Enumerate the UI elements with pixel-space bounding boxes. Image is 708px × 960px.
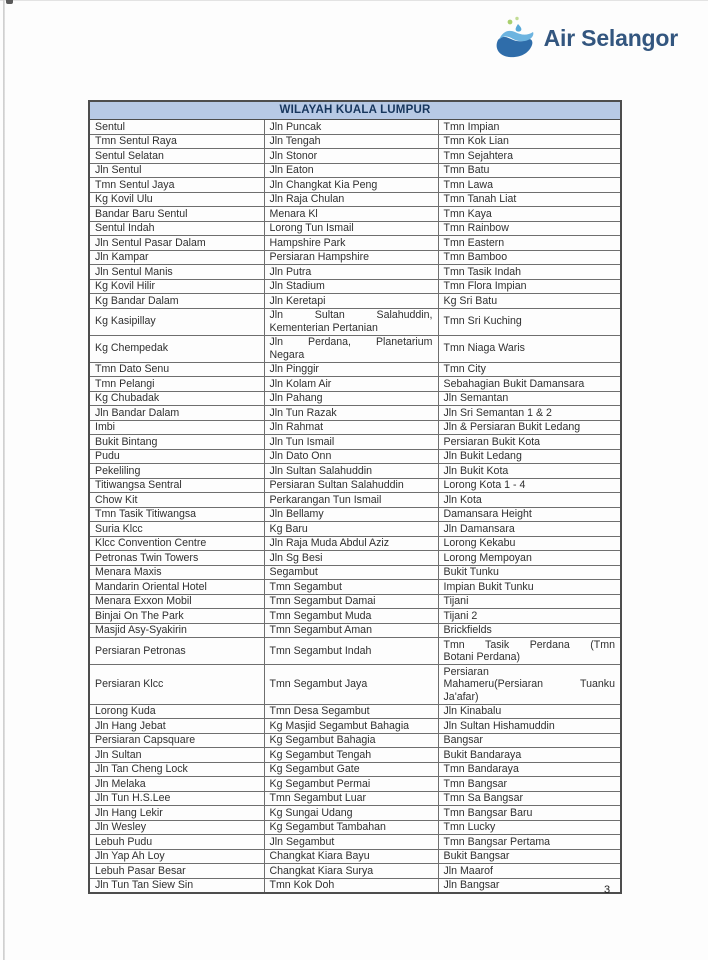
table-row bbox=[89, 777, 621, 792]
table-cell: Suria Klcc bbox=[89, 522, 264, 537]
table-row bbox=[89, 609, 621, 624]
brand-logo bbox=[493, 15, 678, 61]
table-cell: Persiaran Capsquare bbox=[89, 733, 264, 748]
table-cell: Jln Putra bbox=[264, 265, 438, 280]
table-cell: Bandar Baru Sentul bbox=[89, 207, 264, 222]
table-cell: Jln Segambut bbox=[264, 835, 438, 850]
table-cell: Kg Sungai Udang bbox=[264, 806, 438, 821]
table-cell: Petronas Twin Towers bbox=[89, 551, 264, 566]
table-cell: Bangsar bbox=[438, 733, 621, 748]
table-row bbox=[89, 236, 621, 251]
table-cell: Tijani 2 bbox=[438, 609, 621, 624]
table-row bbox=[89, 878, 621, 893]
table-row bbox=[89, 507, 621, 522]
table-cell: Jln Damansara bbox=[438, 522, 621, 537]
table-cell: Tmn Lucky bbox=[438, 820, 621, 835]
water-splash-icon bbox=[493, 15, 539, 61]
table-cell: Jln Bukit Kota bbox=[438, 464, 621, 479]
table-cell: Klcc Convention Centre bbox=[89, 536, 264, 551]
table-row bbox=[89, 377, 621, 392]
table-cell: Tmn Bandaraya bbox=[438, 762, 621, 777]
table-cell: Jln Maarof bbox=[438, 864, 621, 879]
table-cell: Sentul bbox=[89, 120, 264, 135]
table-cell: Kg Baru bbox=[264, 522, 438, 537]
table-cell: Jln Sg Besi bbox=[264, 551, 438, 566]
table-cell: Jln Tun Ismail bbox=[264, 435, 438, 450]
table-cell: Jln Stadium bbox=[264, 279, 438, 294]
table-cell: Jln Dato Onn bbox=[264, 449, 438, 464]
table-cell: Jln Raja Muda Abdul Aziz bbox=[264, 536, 438, 551]
table-row bbox=[89, 178, 621, 193]
table-cell: Persiaran Petronas bbox=[89, 638, 264, 665]
table-cell: Jln Hang Jebat bbox=[89, 719, 264, 734]
table-cell: Tmn Sa Bangsar bbox=[438, 791, 621, 806]
table-row bbox=[89, 478, 621, 493]
table-cell: Pekeliling bbox=[89, 464, 264, 479]
table-row bbox=[89, 704, 621, 719]
table-cell: Lorong Kuda bbox=[89, 704, 264, 719]
table-cell: Tmn Segambut Aman bbox=[264, 623, 438, 638]
table-cell: Perkarangan Tun Ismail bbox=[264, 493, 438, 508]
table-cell: Jln Sentul bbox=[89, 163, 264, 178]
table-row bbox=[89, 522, 621, 537]
table-cell: Tmn Sentul Jaya bbox=[89, 178, 264, 193]
table-cell: Lorong Mempoyan bbox=[438, 551, 621, 566]
table-cell: Changkat Kiara Bayu bbox=[264, 849, 438, 864]
table-cell: Tmn Niaga Waris bbox=[438, 335, 621, 362]
table-row bbox=[89, 835, 621, 850]
table-row bbox=[89, 623, 621, 638]
table-cell: Kg Bandar Dalam bbox=[89, 294, 264, 309]
table-cell: Jln Raja Chulan bbox=[264, 192, 438, 207]
table-cell: Jln Stonor bbox=[264, 149, 438, 164]
table-row bbox=[89, 638, 621, 665]
table-row bbox=[89, 207, 621, 222]
table-cell: Jln Eaton bbox=[264, 163, 438, 178]
table-cell: Tmn Tasik Perdana (Tmn Botani Perdana) bbox=[438, 638, 621, 665]
table-cell: Tmn Segambut Indah bbox=[264, 638, 438, 665]
table-row bbox=[89, 250, 621, 265]
table-cell: Tmn City bbox=[438, 362, 621, 377]
table-cell: Kg Segambut Tambahan bbox=[264, 820, 438, 835]
table-cell: Hampshire Park bbox=[264, 236, 438, 251]
table-row bbox=[89, 762, 621, 777]
table-cell: Tmn Segambut Luar bbox=[264, 791, 438, 806]
table-row bbox=[89, 820, 621, 835]
table-cell: Tmn Segambut Muda bbox=[264, 609, 438, 624]
table-cell: Tmn Bamboo bbox=[438, 250, 621, 265]
table-row bbox=[89, 192, 621, 207]
table-cell: Sentul Indah bbox=[89, 221, 264, 236]
table-cell: Persiaran Hampshire bbox=[264, 250, 438, 265]
table-row bbox=[89, 163, 621, 178]
table-cell: Tmn Segambut Jaya bbox=[264, 665, 438, 705]
table-cell: Jln Bandar Dalam bbox=[89, 406, 264, 421]
table-row bbox=[89, 120, 621, 135]
table-cell: Jln Pinggir bbox=[264, 362, 438, 377]
table-cell: Tmn Segambut bbox=[264, 580, 438, 595]
table-cell: Tmn Dato Senu bbox=[89, 362, 264, 377]
table-cell: Segambut bbox=[264, 565, 438, 580]
table-cell: Sebahagian Bukit Damansara bbox=[438, 377, 621, 392]
table-cell: Tmn Segambut Damai bbox=[264, 594, 438, 609]
table-cell: Lorong Kekabu bbox=[438, 536, 621, 551]
table-cell: Pudu bbox=[89, 449, 264, 464]
table-cell: Jln Puncak bbox=[264, 120, 438, 135]
table-cell: Persiaran Bukit Kota bbox=[438, 435, 621, 450]
table-cell: Jln Kampar bbox=[89, 250, 264, 265]
table-row bbox=[89, 806, 621, 821]
table-cell: Kg Sri Batu bbox=[438, 294, 621, 309]
table-cell: Lorong Kota 1 - 4 bbox=[438, 478, 621, 493]
table-cell: Tmn Sri Kuching bbox=[438, 308, 621, 335]
table-cell: Changkat Kiara Surya bbox=[264, 864, 438, 879]
table-cell: Jln Sultan bbox=[89, 748, 264, 763]
photo-edge-left bbox=[3, 0, 5, 960]
table-cell: Tmn Rainbow bbox=[438, 221, 621, 236]
table-cell: Jln Tengah bbox=[264, 134, 438, 149]
table-cell: Tmn Bangsar Baru bbox=[438, 806, 621, 821]
table-cell: Jln Bellamy bbox=[264, 507, 438, 522]
table-cell: Kg Chempedak bbox=[89, 335, 264, 362]
table-cell: Mandarin Oriental Hotel bbox=[89, 580, 264, 595]
table-row bbox=[89, 551, 621, 566]
table-row bbox=[89, 493, 621, 508]
table-cell: Tmn Bangsar Pertama bbox=[438, 835, 621, 850]
table-cell: Tmn Bangsar bbox=[438, 777, 621, 792]
table-cell: Kg Kasipillay bbox=[89, 308, 264, 335]
table-cell: Tmn Tanah Liat bbox=[438, 192, 621, 207]
table-cell: Tmn Kok Doh bbox=[264, 878, 438, 893]
table-cell: Tmn Impian bbox=[438, 120, 621, 135]
table-cell: Jln Kota bbox=[438, 493, 621, 508]
kl-areas-table bbox=[88, 100, 622, 894]
table-cell: Jln Sultan Salahuddin bbox=[264, 464, 438, 479]
table-cell: Menara Exxon Mobil bbox=[89, 594, 264, 609]
table-cell: Chow Kit bbox=[89, 493, 264, 508]
table-cell: Lebuh Pasar Besar bbox=[89, 864, 264, 879]
table-cell: Kg Segambut Tengah bbox=[264, 748, 438, 763]
page-number: 3 bbox=[604, 884, 611, 896]
table-cell: Persiaran Mahameru(Persiaran Tuanku Ja'afar) bbox=[438, 665, 621, 705]
table-cell: Tmn Pelangi bbox=[89, 377, 264, 392]
table-row bbox=[89, 791, 621, 806]
table-cell: Tijani bbox=[438, 594, 621, 609]
table-row bbox=[89, 864, 621, 879]
table-cell: Persiaran Klcc bbox=[89, 665, 264, 705]
table-cell: Menara Kl bbox=[264, 207, 438, 222]
table-row bbox=[89, 849, 621, 864]
table-cell: Masjid Asy-Syakirin bbox=[89, 623, 264, 638]
table-cell: Jln Perdana, Planetarium Negara bbox=[264, 335, 438, 362]
table-row bbox=[89, 308, 621, 335]
table-cell: Kg Kovil Ulu bbox=[89, 192, 264, 207]
table-cell: Tmn Kaya bbox=[438, 207, 621, 222]
table-cell: Jln Sentul Manis bbox=[89, 265, 264, 280]
table-cell: Tmn Tasik Indah bbox=[438, 265, 621, 280]
table-cell: Jln Kolam Air bbox=[264, 377, 438, 392]
table-row bbox=[89, 748, 621, 763]
table-row bbox=[89, 594, 621, 609]
table-cell: Kg Segambut Permai bbox=[264, 777, 438, 792]
table-body bbox=[89, 120, 621, 894]
table-row bbox=[89, 134, 621, 149]
table-title: WILAYAH KUALA LUMPUR bbox=[89, 101, 621, 120]
table-cell: Jln Bukit Ledang bbox=[438, 449, 621, 464]
table-cell: Jln Kinabalu bbox=[438, 704, 621, 719]
table-cell: Jln Rahmat bbox=[264, 420, 438, 435]
table-cell: Jln Tun Razak bbox=[264, 406, 438, 421]
table-cell: Titiwangsa Sentral bbox=[89, 478, 264, 493]
table-cell: Tmn Eastern bbox=[438, 236, 621, 251]
table-cell: Jln Keretapi bbox=[264, 294, 438, 309]
table-cell: Bukit Bintang bbox=[89, 435, 264, 450]
brand-name: Air Selangor bbox=[543, 24, 678, 51]
table-cell: Bukit Bangsar bbox=[438, 849, 621, 864]
table-row bbox=[89, 580, 621, 595]
table-cell: Sentul Selatan bbox=[89, 149, 264, 164]
table-cell: Jln & Persiaran Bukit Ledang bbox=[438, 420, 621, 435]
table-cell: Jln Bangsar bbox=[438, 878, 621, 893]
table-cell: Jln Hang Lekir bbox=[89, 806, 264, 821]
table-row bbox=[89, 335, 621, 362]
table-row bbox=[89, 665, 621, 705]
table-row bbox=[89, 536, 621, 551]
table-title-row bbox=[89, 101, 621, 120]
table-row bbox=[89, 719, 621, 734]
table-cell: Jln Tan Cheng Lock bbox=[89, 762, 264, 777]
table-row bbox=[89, 420, 621, 435]
table-cell: Jln Sultan Hishamuddin bbox=[438, 719, 621, 734]
table-row bbox=[89, 406, 621, 421]
table-cell: Tmn Sejahtera bbox=[438, 149, 621, 164]
table-cell: Tmn Sentul Raya bbox=[89, 134, 264, 149]
table-cell: Kg Kovil Hilir bbox=[89, 279, 264, 294]
table-cell: Imbi bbox=[89, 420, 264, 435]
table-row bbox=[89, 435, 621, 450]
table-cell: Menara Maxis bbox=[89, 565, 264, 580]
table-row bbox=[89, 391, 621, 406]
table-cell: Tmn Desa Segambut bbox=[264, 704, 438, 719]
table-cell: Kg Segambut Bahagia bbox=[264, 733, 438, 748]
table-row bbox=[89, 294, 621, 309]
table-row bbox=[89, 149, 621, 164]
table-cell: Bukit Tunku bbox=[438, 565, 621, 580]
table-cell: Jln Wesley bbox=[89, 820, 264, 835]
table-cell: Persiaran Sultan Salahuddin bbox=[264, 478, 438, 493]
table-row bbox=[89, 565, 621, 580]
table-cell: Kg Chubadak bbox=[89, 391, 264, 406]
table-cell: Kg Segambut Gate bbox=[264, 762, 438, 777]
photo-corner-artifact bbox=[6, 0, 13, 4]
table-cell: Tmn Kok Lian bbox=[438, 134, 621, 149]
table-cell: Jln Sultan Salahuddin, Kementerian Pertanian bbox=[264, 308, 438, 335]
table-cell: Jln Melaka bbox=[89, 777, 264, 792]
table-cell: Jln Yap Ah Loy bbox=[89, 849, 264, 864]
table-cell: Bukit Bandaraya bbox=[438, 748, 621, 763]
table-row bbox=[89, 733, 621, 748]
table-row bbox=[89, 362, 621, 377]
table-row bbox=[89, 464, 621, 479]
table-cell: Damansara Height bbox=[438, 507, 621, 522]
table-cell: Kg Masjid Segambut Bahagia bbox=[264, 719, 438, 734]
table-row bbox=[89, 279, 621, 294]
table-cell: Brickfields bbox=[438, 623, 621, 638]
table-cell: Binjai On The Park bbox=[89, 609, 264, 624]
photo-edge-top bbox=[0, 0, 708, 1]
table-cell: Lebuh Pudu bbox=[89, 835, 264, 850]
table-cell: Jln Semantan bbox=[438, 391, 621, 406]
table-cell: Jln Tun Tan Siew Sin bbox=[89, 878, 264, 893]
table-cell: Tmn Flora Impian bbox=[438, 279, 621, 294]
table-cell: Jln Sentul Pasar Dalam bbox=[89, 236, 264, 251]
table-cell: Impian Bukit Tunku bbox=[438, 580, 621, 595]
table-cell: Jln Tun H.S.Lee bbox=[89, 791, 264, 806]
table-cell: Jln Changkat Kia Peng bbox=[264, 178, 438, 193]
table-cell: Jln Sri Semantan 1 & 2 bbox=[438, 406, 621, 421]
table-row bbox=[89, 265, 621, 280]
table-row bbox=[89, 449, 621, 464]
table-cell: Tmn Lawa bbox=[438, 178, 621, 193]
table-cell: Tmn Batu bbox=[438, 163, 621, 178]
table-cell: Tmn Tasik Titiwangsa bbox=[89, 507, 264, 522]
table-cell: Jln Pahang bbox=[264, 391, 438, 406]
table-cell: Lorong Tun Ismail bbox=[264, 221, 438, 236]
table-row bbox=[89, 221, 621, 236]
